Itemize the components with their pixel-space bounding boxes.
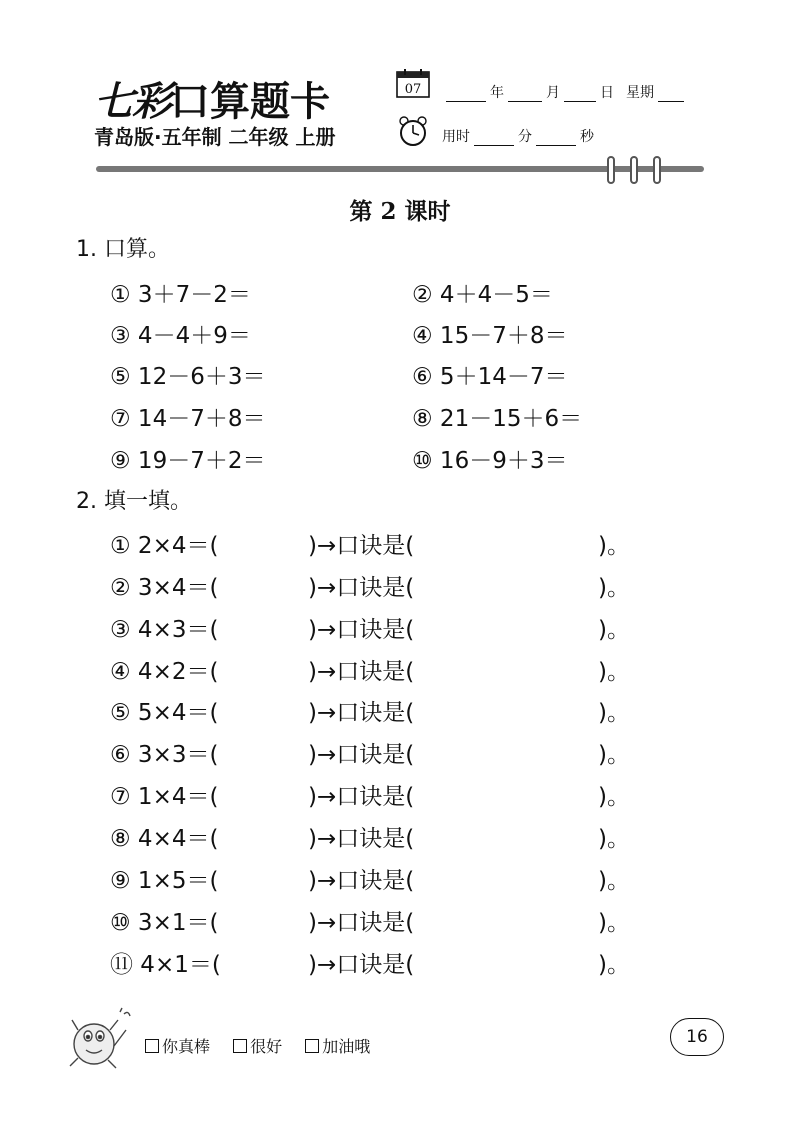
brand-title	[94, 70, 330, 127]
calc-problem: ⑨ 19－7＋2＝	[110, 448, 266, 474]
calc-problem: ① 3＋7－2＝	[110, 282, 251, 308]
calendar-icon	[396, 68, 430, 98]
rating-checkbox[interactable]	[305, 1039, 319, 1053]
fill-expression: ⑩ 3×1＝(	[110, 910, 219, 936]
fill-in-item	[110, 611, 650, 641]
calc-problem: ⑩ 16－9＋3＝	[412, 448, 568, 474]
time-fields	[442, 126, 594, 146]
minutes-label: 分	[518, 129, 532, 145]
calc-problem: ⑧ 21－15＋6＝	[412, 406, 583, 432]
rhyme-ending: )。	[598, 952, 630, 978]
lesson-title: 第 2 课时	[349, 198, 451, 225]
rhyme-ending: )。	[598, 742, 630, 768]
rhyme-ending: )。	[598, 910, 630, 936]
rhyme-ending: )。	[598, 700, 630, 726]
brand-title-part1: 七彩	[94, 78, 170, 125]
fill-expression: ⑧ 4×4＝(	[110, 826, 219, 852]
rhyme-ending: )。	[598, 617, 630, 643]
rhyme-ending: )。	[598, 533, 630, 559]
day-blank[interactable]	[564, 100, 596, 102]
fill-expression: ② 3×4＝(	[110, 575, 219, 601]
seconds-blank[interactable]	[536, 144, 576, 146]
fill-expression: ③ 4×3＝(	[110, 617, 219, 643]
seconds-label: 秒	[580, 129, 594, 145]
brand-title-part2: 口算题卡	[170, 79, 330, 125]
month-blank[interactable]	[508, 100, 542, 102]
mascot-icon	[64, 1006, 136, 1072]
rating-checkbox[interactable]	[145, 1039, 159, 1053]
fill-expression: ④ 4×2＝(	[110, 659, 219, 685]
month-label: 月	[546, 85, 560, 101]
section2-title: 2. 填一填。	[76, 489, 192, 514]
calc-problem: ② 4＋4－5＝	[412, 282, 553, 308]
fill-expression: ⑪ 4×1＝(	[110, 952, 221, 978]
fill-in-item	[110, 653, 650, 683]
fill-expression: ⑥ 3×3＝(	[110, 742, 219, 768]
rhyme-ending: )。	[598, 826, 630, 852]
rhyme-ending: )。	[598, 784, 630, 810]
minutes-blank[interactable]	[474, 144, 514, 146]
date-fields	[442, 82, 688, 102]
rhyme-connector: )→口诀是(	[308, 742, 415, 768]
rhyme-ending: )。	[598, 868, 630, 894]
rating-option-great[interactable]	[145, 1037, 210, 1056]
time-used-label: 用时	[442, 129, 470, 145]
rhyme-connector: )→口诀是(	[308, 700, 415, 726]
rating-option-keep-trying[interactable]	[305, 1037, 370, 1056]
calc-problem: ④ 15－7＋8＝	[412, 323, 568, 349]
fill-expression: ⑦ 1×4＝(	[110, 784, 219, 810]
rhyme-ending: )。	[598, 659, 630, 685]
rating-label: 很好	[250, 1037, 283, 1056]
binder-rings-icon	[598, 155, 670, 187]
alarm-clock-icon	[397, 115, 429, 147]
fill-in-item	[110, 820, 650, 850]
rhyme-connector: )→口诀是(	[308, 784, 415, 810]
fill-expression: ⑤ 5×4＝(	[110, 700, 219, 726]
calc-problem: ⑤ 12－6＋3＝	[110, 364, 266, 390]
rhyme-connector: )→口诀是(	[308, 617, 415, 643]
fill-in-item	[110, 946, 650, 976]
rating-option-good[interactable]	[233, 1037, 282, 1056]
fill-in-item	[110, 904, 650, 934]
rating-checkbox[interactable]	[233, 1039, 247, 1053]
weekday-blank[interactable]	[658, 100, 684, 102]
fill-expression: ① 2×4＝(	[110, 533, 219, 559]
rating-label: 加油哦	[322, 1037, 371, 1056]
rhyme-connector: )→口诀是(	[308, 533, 415, 559]
calc-problem: ⑥ 5＋14－7＝	[412, 364, 568, 390]
fill-in-item	[110, 862, 650, 892]
rhyme-connector: )→口诀是(	[308, 826, 415, 852]
section1-title: 1. 口算。	[76, 237, 170, 262]
edition-subtitle: 青岛版·五年制 二年级 上册	[94, 125, 336, 149]
year-label: 年	[490, 85, 504, 101]
fill-in-item	[110, 527, 650, 557]
fill-in-item	[110, 569, 650, 599]
calendar-day: 07	[404, 82, 422, 97]
rhyme-connector: )→口诀是(	[308, 952, 415, 978]
fill-in-item	[110, 778, 650, 808]
fill-in-item	[110, 694, 650, 724]
rhyme-connector: )→口诀是(	[308, 659, 415, 685]
weekday-label: 星期	[626, 85, 654, 101]
fill-expression: ⑨ 1×5＝(	[110, 868, 219, 894]
rhyme-connector: )→口诀是(	[308, 910, 415, 936]
rating-label: 你真棒	[162, 1037, 211, 1056]
day-label: 日	[600, 85, 614, 101]
rhyme-connector: )→口诀是(	[308, 575, 415, 601]
fill-in-item	[110, 736, 650, 766]
rhyme-ending: )。	[598, 575, 630, 601]
calc-problem: ③ 4－4＋9＝	[110, 323, 251, 349]
page-number: 16	[670, 1018, 724, 1056]
self-rating	[145, 1034, 388, 1057]
calc-problem: ⑦ 14－7＋8＝	[110, 406, 266, 432]
rhyme-connector: )→口诀是(	[308, 868, 415, 894]
year-blank[interactable]	[446, 100, 486, 102]
